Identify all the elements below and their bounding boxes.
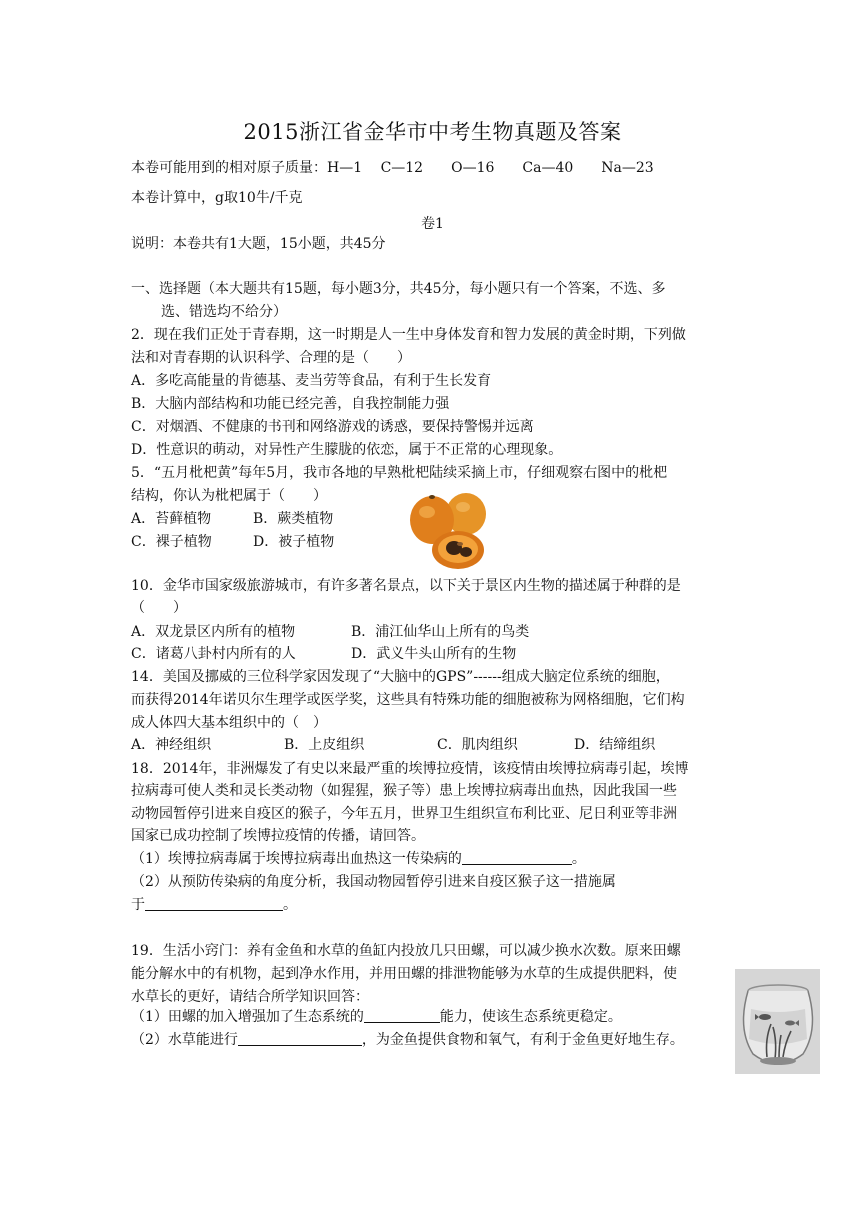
- q18-stem-cont3: 国家已成功控制了埃博拉疫情的传播，请回答。: [131, 828, 425, 844]
- q18-sub1-end: 。: [571, 851, 586, 867]
- q18-sub2-cont: [131, 895, 297, 915]
- q5-stem: 5．“五月枇杷黄”每年5月，我市各地的早熟枇杷陆续采摘上市，仔细观察右图中的枇杷: [131, 465, 668, 481]
- q18-sub2-end: 。: [283, 897, 297, 913]
- volume-label: 卷1: [421, 216, 444, 232]
- q19-stem-cont2: 水草长的更好，请结合所学知识回答：: [131, 989, 369, 1005]
- q14-option-d: D．结缔组织: [574, 737, 656, 753]
- q14-option-c: C．肌肉组织: [437, 737, 518, 753]
- q10-option-d: D．武义牛头山所有的生物: [351, 646, 517, 662]
- q19-sub1-blank[interactable]: [364, 1008, 440, 1023]
- q5-stem-cont: 结构，你认为枇杷属于（ ）: [131, 488, 327, 504]
- q5-options-row2: [131, 532, 334, 552]
- section-heading: 一、选择题（本大题共有15题，每小题3分，共45分，每小题只有一个答案，不选、多: [131, 281, 666, 297]
- q10-stem: 10．金华市国家级旅游城市，有许多著名景点，以下关于景区内生物的描述属于种群的是: [131, 578, 681, 594]
- section-heading-cont: 选、错选均不给分）: [161, 304, 287, 320]
- q19-sub2-text: （2）水草能进行: [131, 1032, 238, 1048]
- q18-sub2: （2）从预防传染病的角度分析，我国动物园暂停引进来自疫区猴子这一措施属: [131, 874, 616, 890]
- q19-stem-cont: 能分解水中的有机物，起到净水作用，并用田螺的排泄物能够为水草的生成提供肥料，使: [131, 966, 677, 982]
- q14-stem: 14．美国及挪威的三位科学家因发现了“大脑中的GPS”------组成大脑定位系统的细胞，: [131, 669, 670, 685]
- q10-option-c: C．诸葛八卦村内所有的人: [131, 646, 296, 662]
- q18-stem-cont2: 动物园暂停引进来自疫区的猴子，今年五月，世界卫生组织宣布利比亚、尼日利亚等非洲: [131, 806, 677, 822]
- q18-sub1: [131, 849, 586, 869]
- q19-sub1-end: 能力，使该生态系统更稳定。: [439, 1009, 622, 1025]
- q19-sub2-blank[interactable]: [238, 1031, 362, 1046]
- q5-option-a: A．苔藓植物: [131, 511, 212, 527]
- q19-sub1: [131, 1007, 622, 1027]
- q18-stem: 18．2014年，非洲爆发了有史以来最严重的埃博拉疫情，该疫情由埃博拉病毒引起，埃博: [131, 761, 689, 777]
- q18-sub2-blank[interactable]: [145, 896, 283, 911]
- q10-options-row1: [131, 622, 529, 642]
- gravity-line: 本卷计算中，g取10牛/千克: [131, 190, 303, 206]
- q18-sub1-text: （1）埃博拉病毒属于埃博拉病毒出血热这一传染病的: [131, 851, 462, 867]
- q5-option-b: B．蕨类植物: [253, 511, 334, 527]
- q5-option-d: D．被子植物: [253, 534, 335, 550]
- fish-bowl-image: [735, 969, 820, 1074]
- loquat-image: [408, 492, 490, 572]
- q19-sub2: [131, 1030, 684, 1050]
- q18-sub2-text: 于: [131, 897, 145, 913]
- atomic-mass-line: 本卷可能用到的相对原子质量：H—1 C—12 O—16 Ca—40 Na—23: [131, 160, 654, 176]
- q18-sub1-blank[interactable]: [462, 850, 572, 865]
- q14-option-b: B．上皮组织: [284, 737, 365, 753]
- q5-options-row1: [131, 509, 333, 529]
- q5-option-c: C．裸子植物: [131, 534, 212, 550]
- q2-option-a: A．多吃高能量的肯德基、麦当劳等食品，有利于生长发育: [131, 373, 492, 389]
- q14-options: [131, 735, 655, 755]
- q2-stem: 2．现在我们正处于青春期，这一时期是人一生中身体发育和智力发展的黄金时期，下列做: [131, 327, 686, 343]
- q10-option-a: A．双龙景区内所有的植物: [131, 624, 296, 640]
- q10-options-row2: [131, 644, 516, 664]
- volume-note: 说明：本卷共有1大题，15小题，共45分: [131, 236, 386, 252]
- q19-sub2-end: ，为金鱼提供食物和氧气，有利于金鱼更好地生存。: [361, 1032, 684, 1048]
- q19-sub1-text: （1）田螺的加入增强加了生态系统的: [131, 1009, 364, 1025]
- q18-stem-cont: 拉病毒可使人类和灵长类动物（如猩猩，猴子等）患上埃博拉病毒出血热，因此我国一些: [131, 783, 677, 799]
- q14-option-a: A．神经组织: [131, 737, 212, 753]
- q2-option-d: D．性意识的萌动，对异性产生朦胧的依恋，属于不正常的心理现象。: [131, 442, 563, 458]
- q19-stem: 19．生活小窍门：养有金鱼和水草的鱼缸内投放几只田螺，可以减少换水次数。原来田螺: [131, 943, 681, 959]
- q2-stem-cont: 法和对青春期的认识科学、合理的是（ ）: [131, 350, 411, 366]
- q14-stem-cont: 而获得2014年诺贝尔生理学或医学奖，这些具有特殊功能的细胞被称为网格细胞，它们构: [131, 692, 685, 708]
- q2-option-b: B．大脑内部结构和功能已经完善，自我控制能力强: [131, 396, 450, 412]
- q10-stem-cont: （ ）: [131, 600, 187, 616]
- q10-option-b: B．浦江仙华山上所有的鸟类: [351, 624, 530, 640]
- page-title: 2015浙江省金华市中考生物真题及答案: [243, 120, 622, 144]
- q14-stem-cont2: 成人体四大基本组织中的（ ）: [131, 715, 327, 731]
- q2-option-c: C．对烟酒、不健康的书刊和网络游戏的诱惑，要保持警惕并远离: [131, 419, 534, 435]
